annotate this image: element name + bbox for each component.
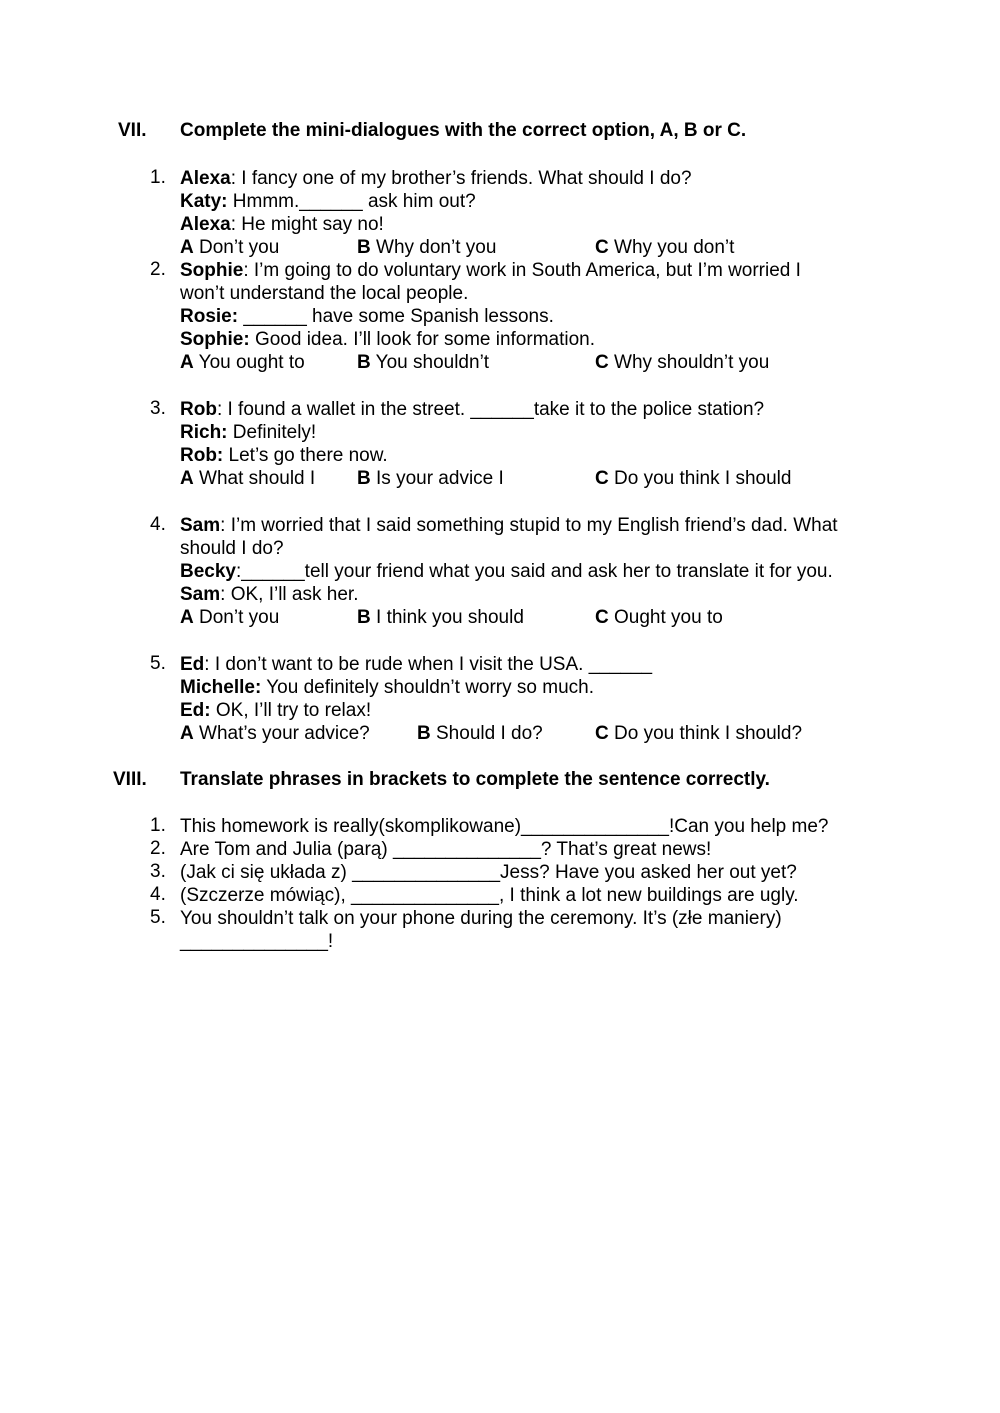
option-b[interactable]	[357, 467, 504, 490]
dialogue-text: Let’s go there now.	[228, 445, 388, 466]
option-letter: B	[357, 237, 371, 258]
option-c[interactable]	[595, 467, 791, 490]
option-letter: A	[180, 723, 194, 744]
dialogue-text: I found a wallet in the street. ______take it to the police station?	[227, 399, 765, 420]
option-text: Don’t you	[193, 607, 280, 628]
speaker: Sophie	[180, 260, 244, 281]
option-text: Ought you to	[608, 607, 723, 628]
separator: :	[230, 168, 242, 189]
sentence-text: ______________!	[180, 931, 334, 952]
option-letter: A	[180, 237, 194, 258]
option-text: Do you think I should?	[608, 723, 803, 744]
dialogue-line	[180, 537, 284, 560]
option-b[interactable]	[357, 351, 489, 374]
separator: :	[220, 584, 231, 605]
option-letter: A	[180, 468, 194, 489]
option-c[interactable]	[595, 722, 802, 745]
separator: :	[230, 214, 242, 235]
separator: :	[204, 654, 215, 675]
option-c[interactable]	[595, 236, 734, 259]
option-a[interactable]	[180, 606, 279, 629]
dialogue-text: Good idea. I’ll look for some information.	[254, 329, 596, 350]
option-text: Don’t you	[193, 237, 280, 258]
speaker: Sam	[180, 584, 221, 605]
section-7-number: VII.	[118, 120, 147, 141]
option-letter: C	[595, 607, 609, 628]
sentence-text: (Szczerze mówiąc), ______________, I think a lot new buildings are ugly.	[180, 885, 799, 906]
option-a[interactable]	[180, 722, 370, 745]
option-letter: A	[180, 607, 194, 628]
option-a[interactable]	[180, 236, 279, 259]
option-letter: C	[595, 237, 609, 258]
dialogue-text: I don’t want to be rude when I visit the USA. ______	[214, 654, 653, 675]
dialogue-text: ______ have some Spanish lessons.	[243, 306, 554, 327]
dialogue-text: should I do?	[180, 538, 284, 559]
option-text: Is your advice I	[370, 468, 504, 489]
option-text: Why shouldn’t you	[608, 352, 770, 373]
option-letter: B	[357, 468, 371, 489]
dialogue-line	[180, 328, 595, 351]
option-text: What’s your advice?	[193, 723, 370, 744]
separator: :	[243, 260, 254, 281]
option-text: What should I	[193, 468, 316, 489]
dialogue-text: I’m worried that I said something stupid to my English friend’s dad. What	[230, 515, 838, 536]
speaker: Ed	[180, 654, 205, 675]
section-8-number: VIII.	[113, 769, 147, 790]
dialogue-line	[180, 676, 594, 699]
item-number: 5.	[150, 653, 166, 674]
option-letter: C	[595, 468, 609, 489]
dialogue-text: won’t understand the local people.	[180, 283, 469, 304]
item-number: 2.	[150, 838, 166, 859]
dialogue-text: Hmmm.______ ask him out?	[232, 191, 476, 212]
dialogue-line	[180, 699, 371, 722]
item-number: 1.	[150, 815, 166, 836]
option-letter: B	[417, 723, 431, 744]
dialogue-text: ______tell your friend what you said and ask her to translate it for you.	[241, 561, 833, 582]
separator: :	[220, 515, 231, 536]
speaker: Rosie:	[180, 306, 239, 327]
dialogue-line	[180, 305, 554, 328]
item-number: 3.	[150, 398, 166, 419]
sentence-text: This homework is really(skomplikowane)______________!Can you help me?	[180, 816, 829, 837]
option-c[interactable]	[595, 351, 769, 374]
speaker: Alexa	[180, 168, 231, 189]
option-b[interactable]	[357, 606, 524, 629]
dialogue-line	[180, 583, 358, 606]
dialogue-line	[180, 514, 838, 537]
option-letter: C	[595, 723, 609, 744]
section-7-title: Complete the mini-dialogues with the correct option, A, B or C.	[180, 120, 747, 141]
option-text: I think you should	[370, 607, 524, 628]
option-text: Why don’t you	[370, 237, 497, 258]
option-letter: C	[595, 352, 609, 373]
speaker: Rob	[180, 399, 217, 420]
speaker: Ed:	[180, 700, 211, 721]
dialogue-line	[180, 213, 384, 236]
sentence-text: You shouldn’t talk on your phone during the ceremony. It’s (złe maniery)	[180, 908, 782, 929]
item-number: 3.	[150, 861, 166, 882]
dialogue-line	[180, 282, 468, 305]
dialogue-text: I fancy one of my brother’s friends. What should I do?	[241, 168, 692, 189]
item-number: 5.	[150, 907, 166, 928]
separator: :	[216, 399, 228, 420]
option-text: You shouldn’t	[370, 352, 490, 373]
option-a[interactable]	[180, 351, 305, 374]
dialogue-text: He might say no!	[241, 214, 384, 235]
dialogue-text: OK, I’ll ask her.	[230, 584, 359, 605]
dialogue-text: I’m going to do voluntary work in South America, but I’m worried I	[253, 260, 801, 281]
speaker: Rob:	[180, 445, 224, 466]
item-number: 2.	[150, 259, 166, 280]
speaker: Rich:	[180, 422, 228, 443]
option-letter: B	[357, 352, 371, 373]
option-text: Should I do?	[430, 723, 543, 744]
dialogue-line	[180, 444, 388, 467]
dialogue-text: You definitely shouldn’t worry so much.	[266, 677, 594, 698]
separator: :	[236, 561, 242, 582]
option-c[interactable]	[595, 606, 723, 629]
dialogue-line	[180, 167, 692, 190]
dialogue-line	[180, 398, 764, 421]
item-number: 4.	[150, 514, 166, 535]
dialogue-line	[180, 421, 316, 444]
dialogue-text: OK, I’ll try to relax!	[215, 700, 372, 721]
speaker: Sophie:	[180, 329, 250, 350]
speaker: Michelle:	[180, 677, 262, 698]
option-text: You ought to	[193, 352, 305, 373]
option-b[interactable]	[417, 722, 543, 745]
sentence-text: Are Tom and Julia (parą) ______________? That’s great news!	[180, 839, 712, 860]
section-8-title: Translate phrases in brackets to complete the sentence correctly.	[180, 769, 770, 790]
speaker: Alexa	[180, 214, 231, 235]
option-letter: A	[180, 352, 194, 373]
speaker: Katy:	[180, 191, 228, 212]
speaker: Becky	[180, 561, 236, 582]
dialogue-line	[180, 653, 652, 676]
speaker: Sam	[180, 515, 221, 536]
item-number: 4.	[150, 884, 166, 905]
dialogue-text: Definitely!	[232, 422, 317, 443]
option-letter: B	[357, 607, 371, 628]
option-text: Do you think I should	[608, 468, 792, 489]
dialogue-line	[180, 190, 476, 213]
sentence-text: (Jak ci się układa z) ______________Jess? Have you asked her out yet?	[180, 862, 797, 883]
dialogue-line	[180, 259, 801, 282]
item-number: 1.	[150, 167, 166, 188]
option-text: Why you don’t	[608, 237, 735, 258]
option-b[interactable]	[357, 236, 496, 259]
dialogue-line	[180, 560, 833, 583]
option-a[interactable]	[180, 467, 315, 490]
